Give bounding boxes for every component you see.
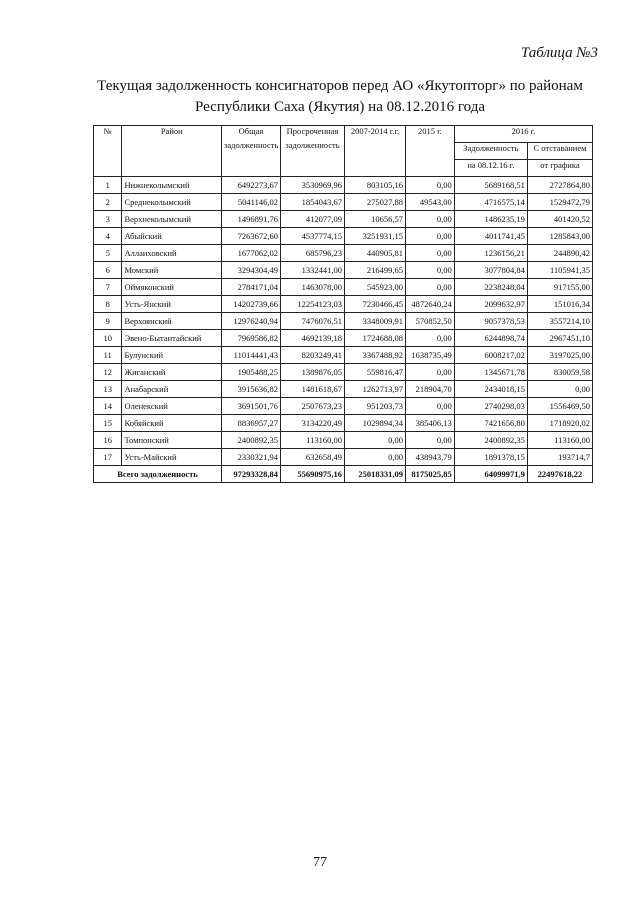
cell-2015: 49543,00 — [405, 194, 454, 211]
cell-total: 3294304,49 — [222, 262, 281, 279]
cell-behind: 401420,52 — [527, 211, 592, 228]
cell-behind: 0,00 — [527, 381, 592, 398]
table-row — [94, 296, 593, 313]
cell-behind: 2967451,10 — [527, 330, 592, 347]
cell-debt-on-date: 1345671,78 — [454, 364, 527, 381]
cell-debt-on-date: 1486235,19 — [454, 211, 527, 228]
cell-behind: 1285843,00 — [527, 228, 592, 245]
cell-behind: 1556469,50 — [527, 398, 592, 415]
cell-behind: 2727864,80 — [527, 177, 592, 194]
cell-total: 1905488,25 — [222, 364, 281, 381]
cell-overdue: 8203249,41 — [280, 347, 344, 364]
cell-total: 8836957,27 — [222, 415, 281, 432]
cell-num: 6 — [94, 262, 122, 279]
cell-behind: 244890,42 — [527, 245, 592, 262]
table-row — [94, 330, 593, 347]
table-row — [94, 245, 593, 262]
cell-debt-on-date: 6244898,74 — [454, 330, 527, 347]
cell-district: Кобяйский — [122, 415, 222, 432]
cell-2007-2014: 10656,57 — [345, 211, 406, 228]
cell-num: 10 — [94, 330, 122, 347]
cell-2007-2014: 0,00 — [345, 432, 406, 449]
cell-num: 11 — [94, 347, 122, 364]
cell-district: Жиганский — [122, 364, 222, 381]
cell-2015: 438943,79 — [405, 449, 454, 466]
header-total: Общая задолженность — [222, 126, 281, 177]
header-num: № — [94, 126, 122, 177]
cell-2015: 0,00 — [405, 262, 454, 279]
total-2007-2014: 25018331,09 — [345, 466, 406, 483]
cell-2015: 570852,50 — [405, 313, 454, 330]
table-row — [94, 432, 593, 449]
cell-2007-2014: 3251931,15 — [345, 228, 406, 245]
cell-num: 15 — [94, 415, 122, 432]
table-row — [94, 347, 593, 364]
cell-total: 11014441,43 — [222, 347, 281, 364]
total-total: 97293328,84 — [222, 466, 281, 483]
cell-num: 3 — [94, 211, 122, 228]
cell-2015: 1638735,49 — [405, 347, 454, 364]
cell-overdue: 1332441,00 — [280, 262, 344, 279]
cell-debt-on-date: 2099632,97 — [454, 296, 527, 313]
cell-overdue: 3530969,96 — [280, 177, 344, 194]
cell-2015: 218904,70 — [405, 381, 454, 398]
cell-2015: 0,00 — [405, 330, 454, 347]
cell-total: 1496891,76 — [222, 211, 281, 228]
table-row — [94, 398, 593, 415]
total-behind: 22497618,22 — [527, 466, 592, 483]
cell-2007-2014: 440905,81 — [345, 245, 406, 262]
cell-num: 2 — [94, 194, 122, 211]
cell-total: 3915636,82 — [222, 381, 281, 398]
cell-debt-on-date: 7421656,80 — [454, 415, 527, 432]
cell-overdue: 3134220,49 — [280, 415, 344, 432]
table-row — [94, 381, 593, 398]
total-2015: 8175025,85 — [405, 466, 454, 483]
header-overdue: Просроченная задолженность — [280, 126, 344, 177]
cell-behind: 151016,34 — [527, 296, 592, 313]
cell-behind: 1529472,79 — [527, 194, 592, 211]
cell-behind: 3557214,10 — [527, 313, 592, 330]
header-debt-on-date-line-2: на 08.12.16 г. — [454, 160, 527, 177]
cell-district: Оленекский — [122, 398, 222, 415]
cell-behind: 1718920,02 — [527, 415, 592, 432]
total-row — [94, 466, 593, 483]
cell-total: 1677062,02 — [222, 245, 281, 262]
cell-debt-on-date: 4011741,45 — [454, 228, 527, 245]
cell-district: Томпонский — [122, 432, 222, 449]
header-district: Район — [122, 126, 222, 177]
cell-2007-2014: 3367488,92 — [345, 347, 406, 364]
cell-behind: 1105941,35 — [527, 262, 592, 279]
header-row-1 — [94, 126, 593, 143]
table-row — [94, 364, 593, 381]
cell-debt-on-date: 1891378,15 — [454, 449, 527, 466]
cell-debt-on-date: 4716575,14 — [454, 194, 527, 211]
cell-num: 5 — [94, 245, 122, 262]
header-2007-2014: 2007-2014 г.г. — [345, 126, 406, 177]
total-label: Всего задолженность — [94, 466, 222, 483]
cell-2007-2014: 1029894,34 — [345, 415, 406, 432]
cell-total: 12976240,94 — [222, 313, 281, 330]
table-row — [94, 415, 593, 432]
table-body — [94, 177, 593, 466]
cell-district: Эвено-Бытантайский — [122, 330, 222, 347]
cell-num: 4 — [94, 228, 122, 245]
cell-total: 5041146,02 — [222, 194, 281, 211]
cell-num: 1 — [94, 177, 122, 194]
cell-behind: 830059,58 — [527, 364, 592, 381]
cell-district: Верхоянский — [122, 313, 222, 330]
total-overdue: 55690975,16 — [280, 466, 344, 483]
cell-num: 12 — [94, 364, 122, 381]
table-row — [94, 194, 593, 211]
cell-total: 6492273,67 — [222, 177, 281, 194]
table-row — [94, 177, 593, 194]
table-row — [94, 228, 593, 245]
cell-behind: 917155,00 — [527, 279, 592, 296]
cell-2007-2014: 1724688,08 — [345, 330, 406, 347]
cell-2007-2014: 1262713,97 — [345, 381, 406, 398]
cell-debt-on-date: 9057378,53 — [454, 313, 527, 330]
page-number: 77 — [313, 855, 327, 870]
cell-debt-on-date: 6008217,02 — [454, 347, 527, 364]
debt-table — [93, 125, 593, 483]
cell-2015: 0,00 — [405, 432, 454, 449]
cell-district: Усть-Янский — [122, 296, 222, 313]
cell-district: Булунский — [122, 347, 222, 364]
cell-behind: 193714,7 — [527, 449, 592, 466]
cell-2015: 4872640,24 — [405, 296, 454, 313]
cell-district: Среднеколымский — [122, 194, 222, 211]
cell-district: Момский — [122, 262, 222, 279]
cell-overdue: 1854043,67 — [280, 194, 344, 211]
cell-total: 7263672,60 — [222, 228, 281, 245]
cell-2007-2014: 7230466,45 — [345, 296, 406, 313]
cell-2007-2014: 275027,88 — [345, 194, 406, 211]
header-debt-on-date-line-1: Задолженность — [454, 143, 527, 160]
table-row — [94, 313, 593, 330]
cell-total: 7969586,82 — [222, 330, 281, 347]
cell-total: 2784171,04 — [222, 279, 281, 296]
cell-2007-2014: 216499,65 — [345, 262, 406, 279]
total-debt-on-date: 64099971,9 — [454, 466, 527, 483]
cell-2007-2014: 951203,73 — [345, 398, 406, 415]
cell-debt-on-date: 2434018,15 — [454, 381, 527, 398]
cell-district: Усть-Майский — [122, 449, 222, 466]
cell-num: 7 — [94, 279, 122, 296]
cell-overdue: 685796,23 — [280, 245, 344, 262]
cell-district: Абыйский — [122, 228, 222, 245]
cell-2007-2014: 3348009,91 — [345, 313, 406, 330]
cell-2015: 0,00 — [405, 279, 454, 296]
cell-debt-on-date: 1236156,21 — [454, 245, 527, 262]
table-row — [94, 211, 593, 228]
cell-num: 14 — [94, 398, 122, 415]
table-row — [94, 449, 593, 466]
cell-overdue: 12254123,03 — [280, 296, 344, 313]
header-2015: 2015 г. — [405, 126, 454, 177]
cell-behind: 113160,00 — [527, 432, 592, 449]
cell-overdue: 632658,49 — [280, 449, 344, 466]
header-behind-line-2: от графика — [527, 160, 592, 177]
cell-num: 8 — [94, 296, 122, 313]
cell-2007-2014: 545923,00 — [345, 279, 406, 296]
cell-district: Нижнеколымский — [122, 177, 222, 194]
cell-overdue: 7476076,51 — [280, 313, 344, 330]
cell-2015: 0,00 — [405, 364, 454, 381]
cell-debt-on-date: 2740298,03 — [454, 398, 527, 415]
table-row — [94, 262, 593, 279]
cell-num: 9 — [94, 313, 122, 330]
cell-overdue: 113160,00 — [280, 432, 344, 449]
table-label: Таблица №3 — [520, 45, 598, 61]
cell-district: Оймяконский — [122, 279, 222, 296]
title-line-1: Текущая задолженность консигнаторов перед АО «Якутопторг» по районам — [97, 78, 583, 94]
cell-2015: 0,00 — [405, 211, 454, 228]
header-2016: 2016 г. — [454, 126, 592, 143]
cell-2007-2014: 0,00 — [345, 449, 406, 466]
cell-overdue: 1389876,05 — [280, 364, 344, 381]
cell-num: 13 — [94, 381, 122, 398]
cell-2015: 0,00 — [405, 228, 454, 245]
header-behind-line-1: С отставанием — [527, 143, 592, 160]
cell-2007-2014: 559816,47 — [345, 364, 406, 381]
cell-num: 17 — [94, 449, 122, 466]
document-title — [60, 76, 620, 118]
cell-debt-on-date: 2400892,35 — [454, 432, 527, 449]
cell-debt-on-date: 3077804,84 — [454, 262, 527, 279]
cell-total: 14202739,66 — [222, 296, 281, 313]
cell-debt-on-date: 2238248,04 — [454, 279, 527, 296]
cell-2015: 0,00 — [405, 245, 454, 262]
cell-total: 2400892,35 — [222, 432, 281, 449]
cell-district: Аллаиховский — [122, 245, 222, 262]
cell-district: Анабарский — [122, 381, 222, 398]
cell-num: 16 — [94, 432, 122, 449]
cell-overdue: 4692139,18 — [280, 330, 344, 347]
cell-overdue: 1481618,67 — [280, 381, 344, 398]
title-line-2: Республики Саха (Якутия) на 08.12.2016 года — [195, 99, 485, 115]
cell-2015: 385406,13 — [405, 415, 454, 432]
cell-district: Верхнеколымский — [122, 211, 222, 228]
table-row — [94, 279, 593, 296]
cell-behind: 3197025,00 — [527, 347, 592, 364]
cell-2015: 0,00 — [405, 177, 454, 194]
cell-debt-on-date: 5689168,51 — [454, 177, 527, 194]
cell-overdue: 4537774,15 — [280, 228, 344, 245]
cell-overdue: 412077,09 — [280, 211, 344, 228]
cell-2015: 0,00 — [405, 398, 454, 415]
cell-overdue: 1463078,00 — [280, 279, 344, 296]
cell-total: 3691501,76 — [222, 398, 281, 415]
cell-overdue: 2507673,23 — [280, 398, 344, 415]
cell-2007-2014: 803105,16 — [345, 177, 406, 194]
cell-total: 2330321,94 — [222, 449, 281, 466]
